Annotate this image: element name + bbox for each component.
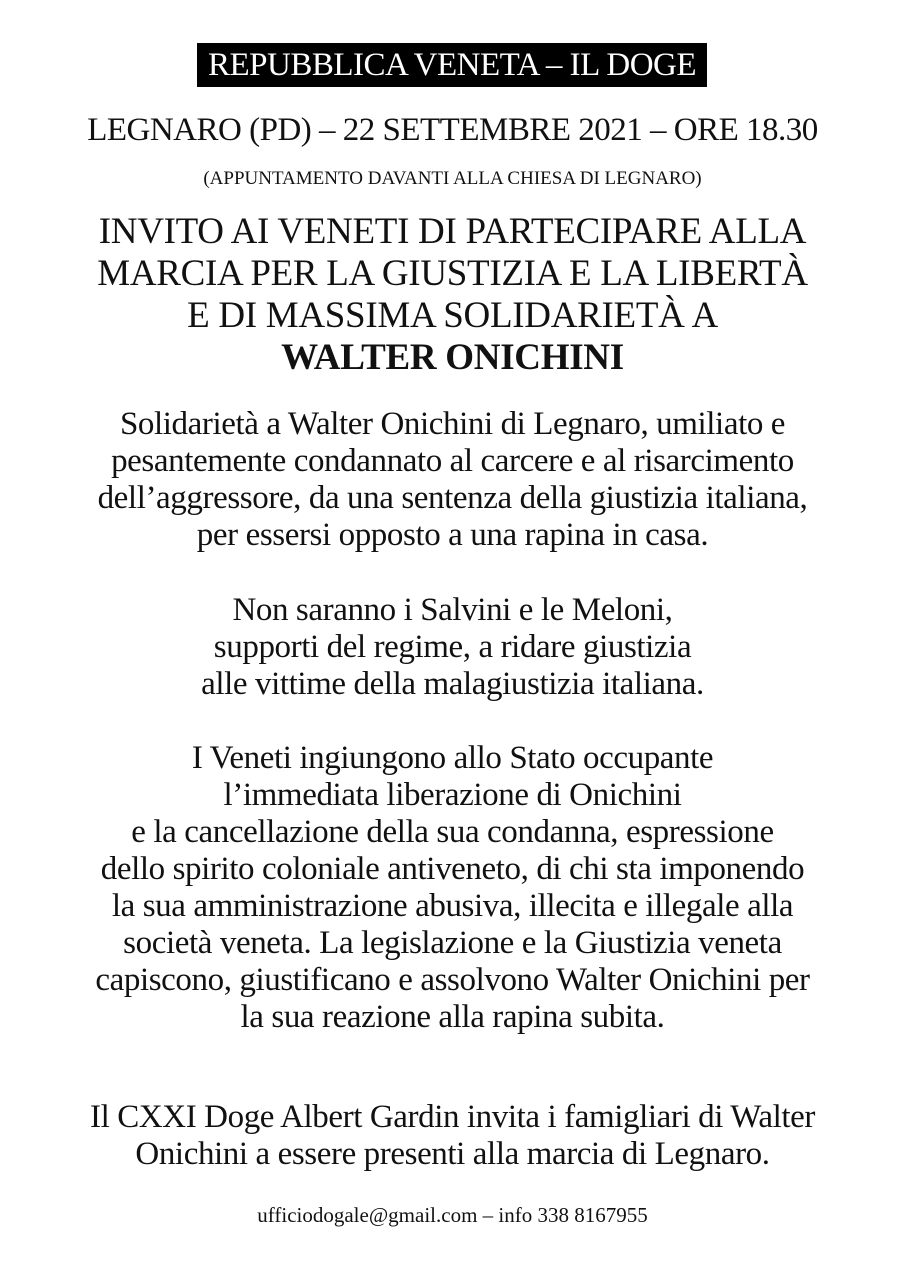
paragraph-line: pesantemente condannato al carcere e al risarcimento bbox=[111, 443, 794, 479]
paragraph-line: capiscono, giustificano e assolvono Walter Onichini per bbox=[95, 962, 810, 998]
invite-honoree-name: WALTER ONICHINI bbox=[281, 337, 624, 378]
paragraph-line: Solidarietà a Walter Onichini di Legnaro, umiliato e bbox=[119, 406, 786, 442]
paragraph-line: società veneta. La legislazione e la Giustizia veneta bbox=[123, 925, 782, 961]
paragraph-line: la sua reazione alla rapina subita. bbox=[240, 999, 665, 1035]
contact-footer: ufficiodogale@gmail.com – info 338 8167955 bbox=[257, 1203, 648, 1227]
header-title-banner: REPUBBLICA VENETA – IL DOGE bbox=[197, 43, 707, 87]
paragraph-line: dello spirito coloniale antiveneto, di chi sta imponendo bbox=[100, 851, 805, 887]
meeting-point-note: (APPUNTAMENTO DAVANTI ALLA CHIESA DI LEGNARO) bbox=[203, 168, 702, 189]
paragraph-line: Il CXXI Doge Albert Gardin invita i famigliari di Walter bbox=[90, 1099, 815, 1135]
politicians-paragraph bbox=[0, 592, 905, 703]
paragraph-line: e la cancellazione della sua condanna, espressione bbox=[131, 814, 774, 850]
event-date-line: LEGNARO (PD) – 22 SETTEMBRE 2021 – ORE 18.30 bbox=[87, 112, 818, 148]
demand-paragraph bbox=[0, 740, 905, 1036]
invite-heading bbox=[0, 211, 905, 379]
paragraph-line: per essersi opposto a una rapina in casa. bbox=[196, 517, 709, 553]
invite-line: E DI MASSIMA SOLIDARIETÀ A bbox=[187, 295, 718, 336]
paragraph-line: Onichini a essere presenti alla marcia di Legnaro. bbox=[135, 1136, 770, 1172]
paragraph-line: alle vittime della malagiustizia italiana. bbox=[201, 666, 704, 702]
invite-line: INVITO AI VENETI DI PARTECIPARE ALLA bbox=[98, 211, 807, 252]
paragraph-line: supporti del regime, a ridare giustizia bbox=[213, 629, 692, 665]
paragraph-line: dell’aggressore, da una sentenza della giustizia italiana, bbox=[97, 480, 808, 516]
doge-invitation-paragraph bbox=[0, 1099, 905, 1173]
paragraph-line: la sua amministrazione abusiva, illecita e illegale alla bbox=[111, 888, 794, 924]
paragraph-line: l’immediata liberazione di Onichini bbox=[223, 777, 682, 813]
paragraph-line: I Veneti ingiungono allo Stato occupante bbox=[191, 740, 714, 776]
paragraph-line: Non saranno i Salvini e le Meloni, bbox=[232, 592, 673, 628]
invite-line: MARCIA PER LA GIUSTIZIA E LA LIBERTÀ bbox=[97, 253, 808, 294]
solidarity-paragraph bbox=[0, 406, 905, 554]
